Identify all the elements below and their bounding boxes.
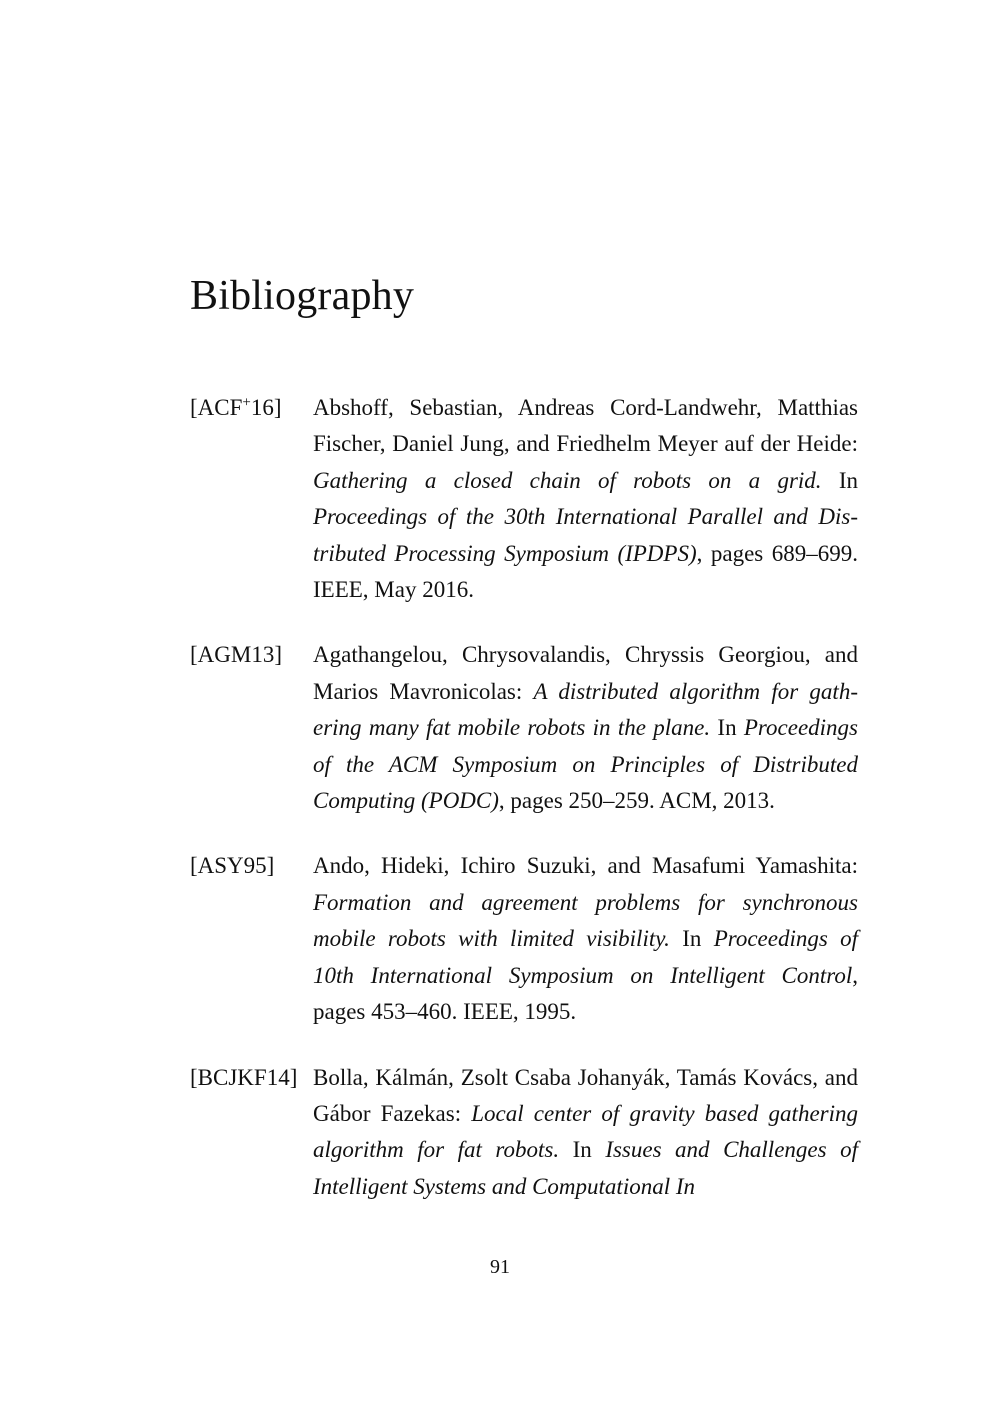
- citation-key-main: [AGM13]: [190, 642, 282, 668]
- citation-in: In: [669, 926, 714, 952]
- bib-entry-acf16: [190, 390, 858, 608]
- page-number: 91: [490, 1256, 510, 1278]
- citation-in: In: [821, 467, 858, 493]
- citation-key-main: [BCJKF14]: [190, 1064, 298, 1090]
- citation-in: In: [559, 1137, 606, 1163]
- citation-key: [190, 637, 313, 673]
- citation-key-superscript: +: [242, 394, 251, 411]
- bib-entry-asy95: [190, 848, 858, 1030]
- citation-key: [190, 848, 313, 884]
- bibliography-list: [190, 390, 858, 1205]
- citation-text: [313, 848, 858, 1030]
- citation-venue: Proceedings of the 30th International Parallel and Distributed Processing Symposium (IPDPS): [313, 504, 858, 566]
- citation-title: A distributed algorithm for gathering many fat mobile robots in the plane.: [313, 678, 858, 741]
- citation-title: Formation and agreement problems for synchronous mobile robots with limited visibility.: [313, 889, 858, 952]
- citation-key: [190, 1060, 313, 1096]
- citation-in: In: [710, 715, 744, 741]
- citation-details: , pages 453–460. IEEE, 1995.: [313, 962, 858, 1025]
- citation-key-end: 16]: [250, 395, 282, 420]
- citation-title: Local center of gravity based gathering algorithm for fat robots.: [313, 1100, 858, 1163]
- citation-details: , pages 250–259. ACM, 2013.: [498, 788, 775, 814]
- citation-key: [190, 390, 313, 426]
- citation-key-main: [ASY95]: [190, 853, 275, 879]
- citation-authors: Bolla, Kálmán, Zsolt Csaba Johanyák, Tamás Kovács, and Gábor Fazekas:: [313, 1064, 858, 1126]
- citation-text: [313, 390, 858, 608]
- citation-authors: Agathangelou, Chrysovalandis, Chryssis Georgiou, and Marios Mavronicolas:: [313, 642, 858, 704]
- citation-authors: Abshoff, Sebastian, Andreas Cord-Landwehr, Matthias Fischer, Daniel Jung, and Friedhelm Meyer auf der Heide:: [313, 395, 858, 457]
- page-title: Bibliography: [190, 273, 415, 319]
- bib-entry-agm13: [190, 637, 858, 819]
- citation-key-main: [ACF: [190, 395, 243, 420]
- citation-authors: Ando, Hideki, Ichiro Suzuki, and Masafumi Yamashita:: [313, 853, 858, 879]
- bib-entry-bcjkf14: [190, 1060, 858, 1206]
- citation-text: [313, 1060, 858, 1206]
- citation-title: Gathering a closed chain of robots on a grid.: [313, 467, 822, 493]
- citation-details: , pages 689–699. IEEE, May 2016.: [313, 540, 859, 603]
- citation-venue: Issues and Challenges of Intelligent Systems and Computational In: [313, 1137, 858, 1199]
- citation-venue: Proceedings of the ACM Symposium on Principles of Distributed Computing (PODC): [313, 715, 858, 814]
- citation-text: [313, 637, 858, 819]
- citation-venue: Proceedings of 10th International Symposium on Intelligent Control: [313, 926, 858, 988]
